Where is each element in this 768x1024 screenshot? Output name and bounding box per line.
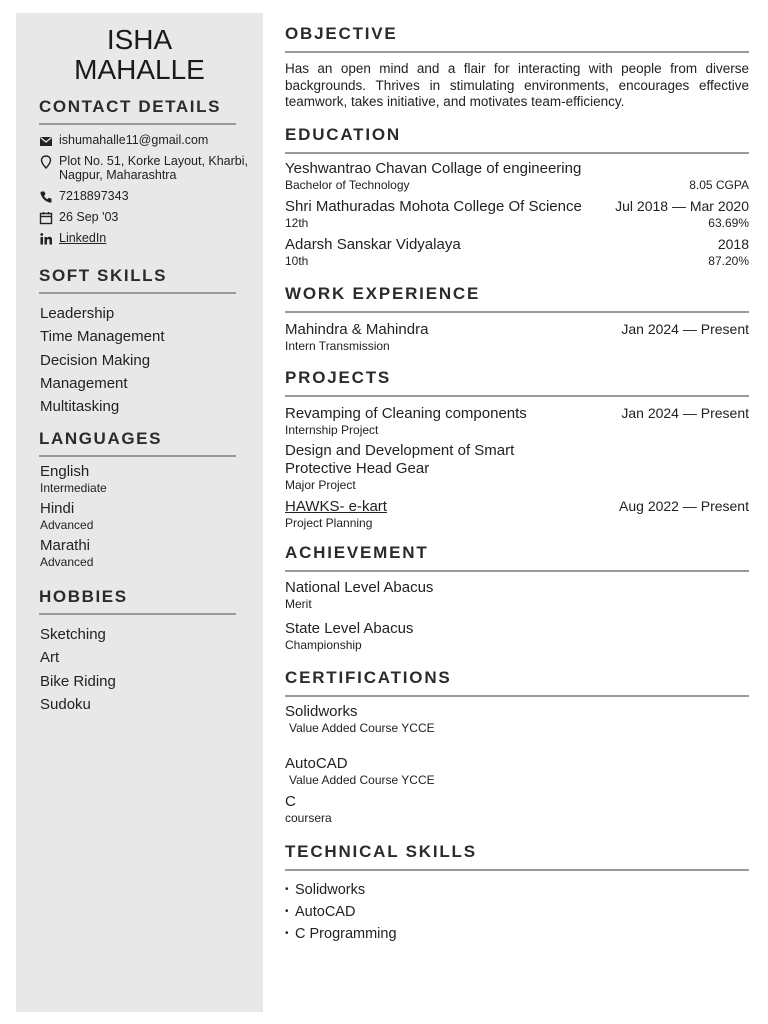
project-type: Major Project bbox=[285, 478, 356, 492]
technical-skills-section bbox=[285, 842, 749, 945]
certification-name: AutoCAD bbox=[285, 755, 348, 772]
sidebar bbox=[16, 13, 263, 1012]
achievement-entry bbox=[285, 620, 749, 652]
achievement-sub: Merit bbox=[285, 597, 312, 611]
project-entry bbox=[285, 442, 749, 492]
technical-skill-item bbox=[285, 923, 749, 945]
soft-skills-section bbox=[16, 266, 263, 418]
contact-linkedin[interactable] bbox=[39, 231, 254, 245]
bullet-icon: • bbox=[285, 928, 289, 939]
certification-name: Solidworks bbox=[285, 703, 358, 720]
education-score: 63.69% bbox=[708, 216, 749, 230]
bullet-icon: • bbox=[285, 884, 289, 895]
school-name: Shri Mathuradas Mohota College Of Science bbox=[285, 198, 582, 215]
project-name: Design and Development of Smart Protective Head Gear bbox=[285, 442, 515, 477]
degree: 12th bbox=[285, 216, 309, 230]
work-section bbox=[285, 284, 749, 353]
projects-heading: PROJECTS bbox=[285, 368, 749, 397]
phone-icon bbox=[39, 190, 53, 204]
soft-skill-item: Time Management bbox=[40, 328, 165, 346]
linkedin-icon bbox=[39, 232, 53, 246]
education-list bbox=[285, 160, 749, 268]
objective-text: Has an open mind and a flair for interacting with people from diverse backgrounds. Thrives in stimulating environments, encourages effective teamwork, takes initiative, and motivates team-efficiency. bbox=[285, 61, 749, 109]
work-list bbox=[285, 320, 749, 353]
certifications-section bbox=[285, 668, 749, 825]
project-name: Revamping of Cleaning components bbox=[285, 405, 527, 422]
contact-heading: CONTACT DETAILS bbox=[39, 97, 236, 125]
certification-entry bbox=[285, 703, 749, 735]
phone-text: 7218897343 bbox=[59, 189, 129, 203]
dob-text: 26 Sep '03 bbox=[59, 210, 119, 224]
soft-skill-item: Management bbox=[40, 374, 128, 392]
contact-dob bbox=[39, 210, 254, 224]
language-item bbox=[40, 537, 263, 569]
language-name: English bbox=[40, 463, 90, 480]
work-entry bbox=[285, 320, 749, 353]
certification-sub: coursera bbox=[285, 811, 332, 825]
certification-name: C bbox=[285, 793, 296, 810]
work-role: Intern Transmission bbox=[285, 339, 390, 353]
languages-section bbox=[16, 429, 263, 574]
project-row bbox=[285, 497, 749, 516]
education-row bbox=[285, 160, 749, 178]
project-name[interactable]: HAWKS- e-kart bbox=[285, 498, 387, 515]
contact-phone[interactable] bbox=[39, 189, 254, 203]
languages-list bbox=[40, 463, 263, 569]
technical-skills-heading: TECHNICAL SKILLS bbox=[285, 842, 749, 871]
soft-skill-item: Decision Making bbox=[40, 351, 151, 369]
education-score: 87.20% bbox=[708, 254, 749, 268]
language-level: Advanced bbox=[40, 518, 94, 532]
address-text: Plot No. 51, Korke Layout, Kharbi, Nagpur, Maharashtra bbox=[59, 154, 248, 182]
education-row bbox=[285, 235, 749, 254]
education-row bbox=[285, 197, 749, 216]
education-entry bbox=[285, 160, 749, 192]
certification-entry bbox=[285, 793, 749, 825]
calendar-icon bbox=[39, 211, 53, 225]
education-date: Jul 2018 — Mar 2020 bbox=[615, 198, 749, 214]
mail-icon bbox=[39, 134, 53, 148]
technical-skills-list bbox=[285, 879, 749, 945]
contact-email[interactable] bbox=[39, 133, 254, 147]
project-entry bbox=[285, 497, 749, 530]
achievement-sub: Championship bbox=[285, 638, 362, 652]
language-item bbox=[40, 463, 263, 495]
achievement-section bbox=[285, 543, 749, 652]
language-level: Intermediate bbox=[40, 481, 107, 495]
hobby-item: Sudoku bbox=[40, 695, 91, 713]
objective-section bbox=[285, 24, 749, 111]
education-sub-row bbox=[285, 254, 749, 268]
work-date: Jan 2024 — Present bbox=[621, 321, 749, 337]
project-entry bbox=[285, 404, 749, 437]
degree: Bachelor of Technology bbox=[285, 178, 410, 192]
degree: 10th bbox=[285, 254, 309, 268]
certifications-list bbox=[285, 703, 749, 825]
hobbies-section bbox=[16, 587, 263, 716]
certifications-heading: CERTIFICATIONS bbox=[285, 668, 749, 697]
school-name: Yeshwantrao Chavan Collage of engineering bbox=[285, 160, 582, 177]
certification-sub: Value Added Course YCCE bbox=[289, 721, 435, 735]
language-name: Marathi bbox=[40, 537, 91, 554]
education-heading: EDUCATION bbox=[285, 125, 749, 154]
work-heading: WORK EXPERIENCE bbox=[285, 284, 749, 313]
education-date: 2018 bbox=[717, 236, 749, 252]
certification-sub: Value Added Course YCCE bbox=[289, 773, 435, 787]
candidate-name bbox=[16, 25, 263, 85]
achievement-list bbox=[285, 579, 749, 652]
last-name: MAHALLE bbox=[74, 54, 205, 85]
soft-skills-list bbox=[40, 302, 263, 418]
language-name: Hindi bbox=[40, 500, 75, 517]
technical-skill-label: Solidworks bbox=[295, 882, 366, 898]
technical-skill-item bbox=[285, 879, 749, 901]
project-date: Jan 2024 — Present bbox=[621, 405, 749, 421]
map-pin-icon bbox=[39, 155, 53, 169]
project-row bbox=[285, 442, 749, 478]
achievement-name: National Level Abacus bbox=[285, 579, 434, 596]
projects-list bbox=[285, 404, 749, 530]
contact-address bbox=[39, 154, 254, 182]
soft-skill-item: Leadership bbox=[40, 305, 115, 322]
hobby-item: Sketching bbox=[40, 626, 106, 643]
education-sub-row bbox=[285, 216, 749, 230]
certification-entry bbox=[285, 755, 749, 787]
achievement-entry bbox=[285, 579, 749, 611]
technical-skill-label: AutoCAD bbox=[295, 904, 356, 920]
achievement-heading: ACHIEVEMENT bbox=[285, 543, 749, 572]
languages-heading: LANGUAGES bbox=[39, 429, 236, 457]
email-text: ishumahalle11@gmail.com bbox=[59, 133, 209, 147]
hobby-item: Bike Riding bbox=[40, 672, 116, 690]
linkedin-link[interactable]: LinkedIn bbox=[59, 231, 107, 245]
education-entry bbox=[285, 197, 749, 230]
contact-section bbox=[16, 97, 263, 252]
company-name: Mahindra & Mahindra bbox=[285, 321, 429, 338]
work-row bbox=[285, 320, 749, 339]
language-item bbox=[40, 500, 263, 532]
projects-section bbox=[285, 368, 749, 530]
soft-skills-heading: SOFT SKILLS bbox=[39, 266, 236, 294]
project-date: Aug 2022 — Present bbox=[619, 498, 749, 514]
education-sub-row bbox=[285, 178, 749, 192]
bullet-icon: • bbox=[285, 906, 289, 917]
objective-heading: OBJECTIVE bbox=[285, 24, 749, 53]
hobby-item: Art bbox=[40, 649, 60, 667]
soft-skill-item: Multitasking bbox=[40, 398, 120, 416]
school-name: Adarsh Sanskar Vidyalaya bbox=[285, 236, 461, 253]
project-row bbox=[285, 404, 749, 423]
technical-skill-item bbox=[285, 901, 749, 923]
technical-skill-label: C Programming bbox=[295, 926, 397, 942]
hobbies-list bbox=[40, 623, 263, 716]
first-name: ISHA bbox=[106, 24, 173, 55]
project-type: Internship Project bbox=[285, 423, 379, 437]
language-level: Advanced bbox=[40, 555, 94, 569]
project-type: Project Planning bbox=[285, 516, 373, 530]
hobbies-heading: HOBBIES bbox=[39, 587, 236, 615]
education-section bbox=[285, 125, 749, 268]
education-score: 8.05 CGPA bbox=[689, 178, 749, 192]
education-entry bbox=[285, 235, 749, 268]
achievement-name: State Level Abacus bbox=[285, 620, 414, 637]
